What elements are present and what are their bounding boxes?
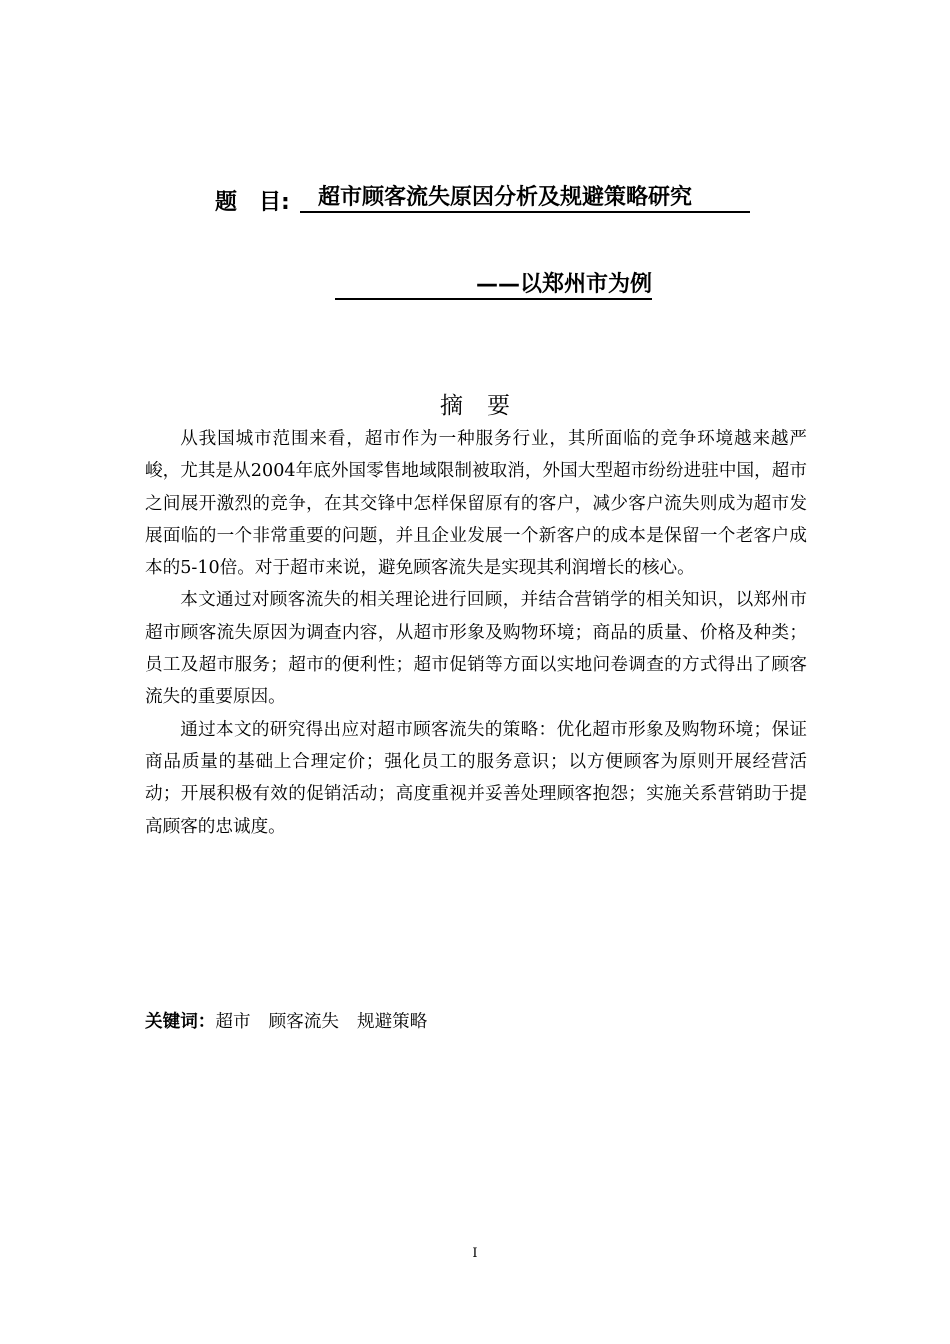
thesis-subtitle: ——以郑州市为例 [335,272,652,300]
page-number: I [472,1246,478,1261]
keyword: 超市 [215,1012,251,1032]
abstract-paragraph: 从我国城市范围来看，超市作为一种服务行业，其所面临的竞争环境越来越严峻，尤其是从2004年底外国零售地域限制被取消，外国大型超市纷纷进驻中国，超市之间展开激烈的竞争，在其交锋中怎样保留原有的客户，减少客户流失则成为超市发展面临的一个非常重要的问题，并且企业发展一个新客户的成本是保留一个老客户成本的5-10倍。对于超市来说，避免顾客流失是实现其利润增长的核心。 [145,429,807,579]
thesis-title: 超市顾客流失原因分析及规避策略研究 [300,185,750,213]
abstract-paragraph: 本文通过对顾客流失的相关理论进行回顾，并结合营销学的相关知识，以郑州市超市顾客流失原因为调查内容，从超市形象及购物环境；商品的质量、价格及种类；员工及超市服务；超市的便利性；超市促销等方面以实地问卷调查的方式得出了顾客流失的重要原因。 [145,590,807,708]
abstract-body [145,423,807,843]
abstract-paragraph: 通过本文的研究得出应对超市顾客流失的策略：优化超市形象及购物环境；保证商品质量的基础上合理定价；强化员工的服务意识；以方便顾客为原则开展经营活动；开展积极有效的促销活动；高度重视并妥善处理顾客抱怨；实施关系营销助于提高顾客的忠诚度。 [145,719,807,837]
title-label: 题 目: [215,190,290,215]
keywords-label: 关键词： [145,1012,216,1032]
keyword: 顾客流失 [268,1012,339,1032]
keyword: 规避策略 [356,1012,428,1032]
abstract-heading: 摘要 [440,393,534,419]
keywords-line [145,1008,445,1036]
